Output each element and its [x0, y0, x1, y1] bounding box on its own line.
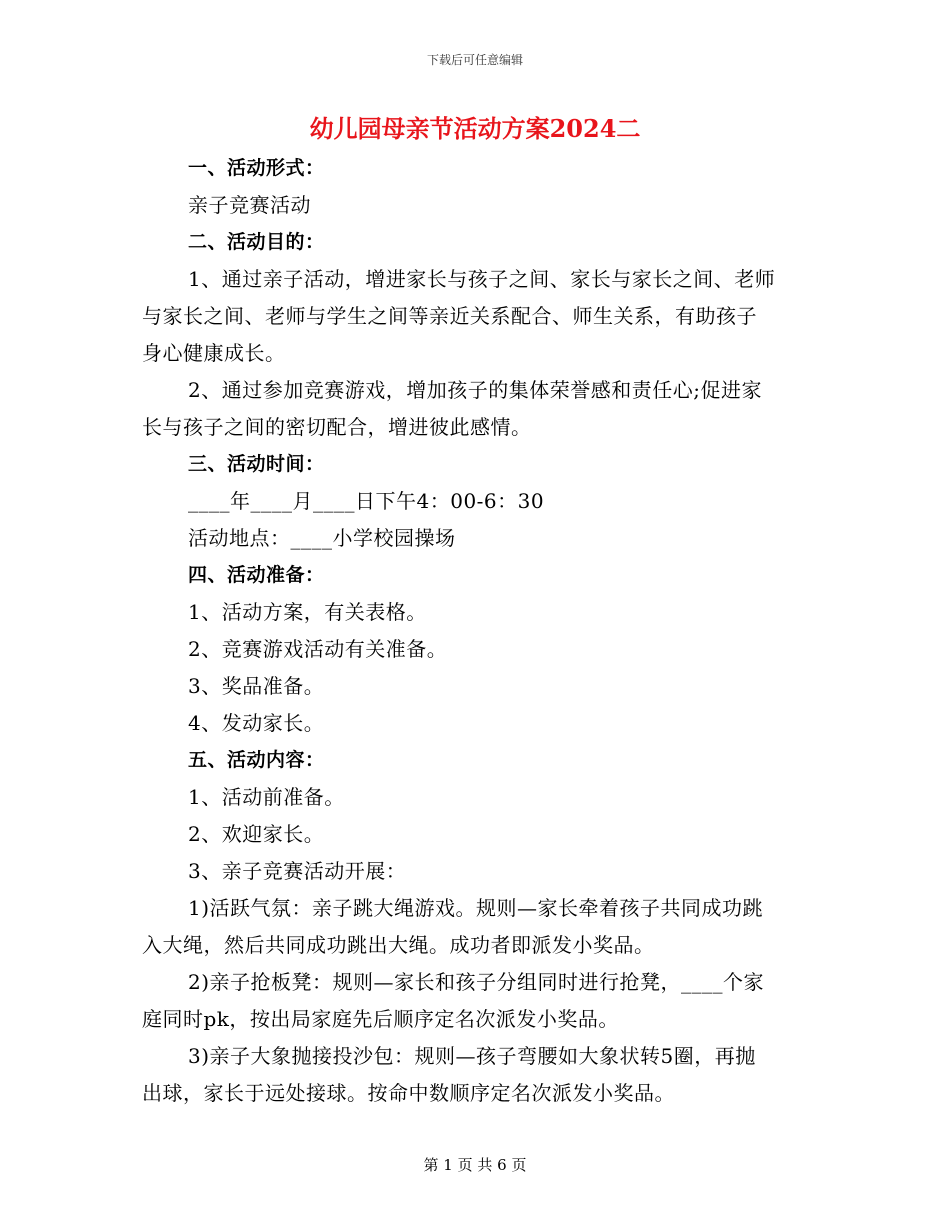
paragraph-line: 1、活动前准备。 — [188, 785, 345, 809]
paragraph-line: 3)亲子大象抛接投沙包：规则—孩子弯腰如大象状转5圈，再抛 — [188, 1044, 756, 1068]
section-heading: 一、活动形式： — [188, 157, 325, 179]
section-heading: 四、活动准备： — [188, 564, 325, 586]
paragraph-line: 4、发动家长。 — [188, 711, 325, 735]
document-body — [142, 150, 808, 1112]
paragraph-continuation-line: 入大绳，然后共同成功跳出大绳。成功者即派发小奖品。 — [142, 933, 655, 957]
paragraph-line: 1)活跃气氛：亲子跳大绳游戏。规则—家长牵着孩子共同成功跳 — [188, 896, 764, 920]
paragraph-line: ____年____月____日下午4：00-6：30 — [188, 489, 545, 513]
section-heading: 五、活动内容： — [188, 749, 325, 771]
paragraph-continuation-line: 与家长之间、老师与学生之间等亲近关系配合、师生关系，有助孩子 — [142, 304, 757, 328]
paragraph-continuation-line: 出球，家长于远处接球。按命中数顺序定名次派发小奖品。 — [142, 1081, 675, 1105]
section-heading: 二、活动目的： — [188, 231, 325, 253]
paragraph-continuation-line: 庭同时pk，按出局家庭先后顺序定名次派发小奖品。 — [142, 1007, 619, 1031]
paragraph-line: 2、通过参加竞赛游戏，增加孩子的集体荣誉感和责任心;促进家 — [188, 378, 762, 402]
paragraph-line: 3、亲子竞赛活动开展： — [188, 859, 407, 883]
section-heading: 三、活动时间： — [188, 453, 325, 475]
page-header: 下载后可任意编辑 — [426, 53, 523, 67]
paragraph-line: 1、通过亲子活动，增进家长与孩子之间、家长与家长之间、老师 — [188, 267, 776, 291]
paragraph-line: 3、奖品准备。 — [188, 674, 325, 698]
paragraph-line: 2、竞赛游戏活动有关准备。 — [188, 637, 448, 661]
paragraph-continuation-line: 身心健康成长。 — [142, 341, 286, 365]
document-title: 幼儿园母亲节活动方案2024二 — [309, 114, 641, 143]
paragraph-line: 活动地点：____小学校园操场 — [188, 526, 456, 550]
paragraph-line: 2)亲子抢板凳：规则—家长和孩子分组同时进行抢凳，____个家 — [188, 970, 765, 994]
page-footer: 第 1 页 共 6 页 — [423, 1156, 527, 1174]
paragraph-line: 2、欢迎家长。 — [188, 822, 325, 846]
paragraph-line: 亲子竞赛活动 — [188, 193, 311, 217]
paragraph-continuation-line: 长与孩子之间的密切配合，增进彼此感情。 — [142, 415, 532, 439]
paragraph-line: 1、活动方案，有关表格。 — [188, 600, 427, 624]
